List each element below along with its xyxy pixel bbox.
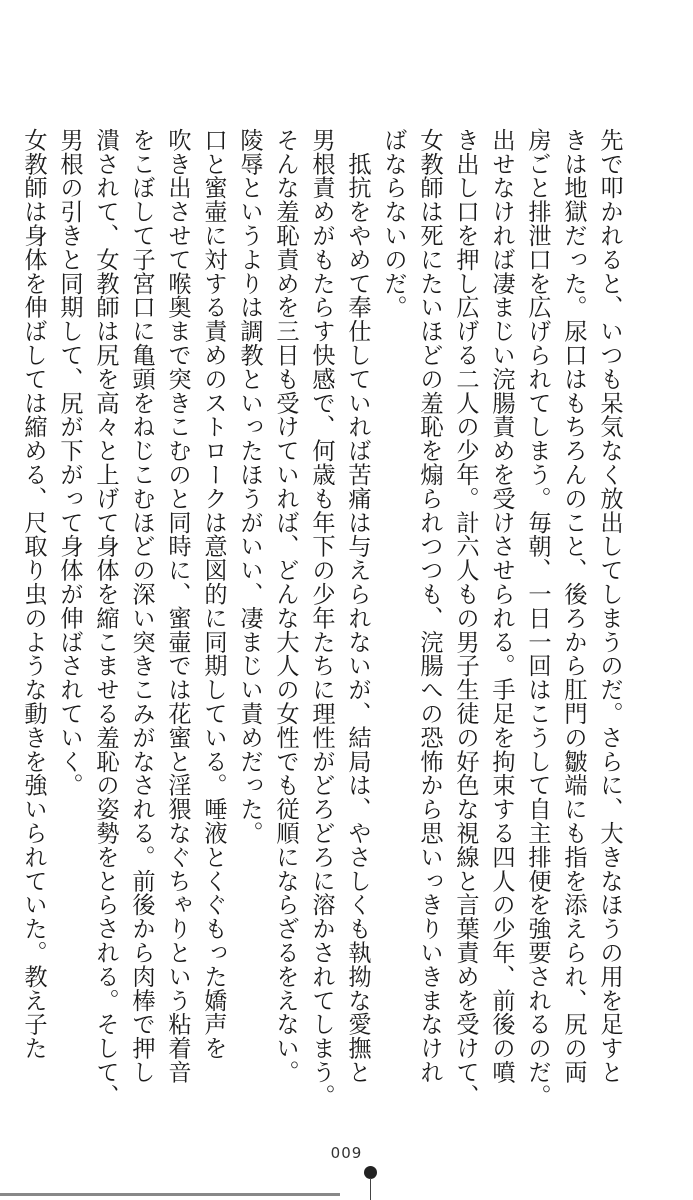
text-line: 男根責めがもたらす快感で、何歳も年下の少年たちに理性がどろどろに溶かされてしまう。 (308, 128, 335, 1108)
text-line: 女教師は死にたいほどの羞恥を煽られつつも、浣腸への恐怖から思いっきりいきまなけれ (416, 128, 443, 1084)
text-line: 口と蜜壷に対する責めのストロークは意図的に同期している。唾液とくぐもった嬌声を (200, 128, 227, 1061)
text-line: 吹き出させて喉奥まで突きこむのと同時に、蜜壷では花蜜と淫猥なぐちゃりという粘着音 (164, 128, 191, 1084)
text-line: き出し口を押し広げる二人の少年。計六人もの男子生徒の好色な視線と言葉責めを受けて、 (452, 128, 479, 1108)
page-number: 009 (330, 1144, 363, 1162)
text-line: 男根の引きと同期して、尻が下がって身体が伸ばされていく。 (56, 128, 83, 798)
text-line: ばならないのだ。 (380, 128, 407, 320)
vertical-text-block (15, 128, 627, 1108)
text-line: そんな羞恥責めを三日も受けていれば、どんな大人の女性でも従順にならざるをえない。 (272, 128, 299, 1084)
text-line: 房ごと排泄口を広げられてしまう。毎朝、一日一回はこうして自主排便を強要されるのだ。 (524, 128, 551, 1108)
bottom-rule (0, 1193, 693, 1196)
text-line: 先で叩かれると、いつも呆気なく放出してしまうのだ。さらに、大きなほうの用を足すと (596, 128, 623, 1084)
text-line: 抵抗をやめて奉仕していれば苦痛は与えられないが、結局は、やさしくも執拗な愛撫と (344, 128, 371, 1084)
page-ornament-stem (370, 1178, 371, 1200)
text-line: 陵辱というよりは調教といったほうがいい、凄まじい責めだった。 (236, 128, 263, 845)
text-line: をこぼして子宮口に亀頭をねじこむほどの深い突きこみがなされる。前後から肉棒で押し (128, 128, 155, 1084)
text-line: きは地獄だった。尿口はもちろんのこと、後ろから肛門の皺端にも指を添えられ、尻の両 (560, 128, 587, 1084)
text-line: 女教師は身体を伸ばしては縮める、尺取り虫のような動きを強いられていた。教え子た (20, 128, 47, 1061)
text-line: 出せなければ凄まじい浣腸責めを受けさせられる。手足を拘束する四人の少年、前後の噴 (488, 128, 515, 1084)
text-line: 潰されて、女教師は尻を高々と上げて身体を縮こませる羞恥の姿勢をとらされる。そして、 (92, 128, 119, 1108)
